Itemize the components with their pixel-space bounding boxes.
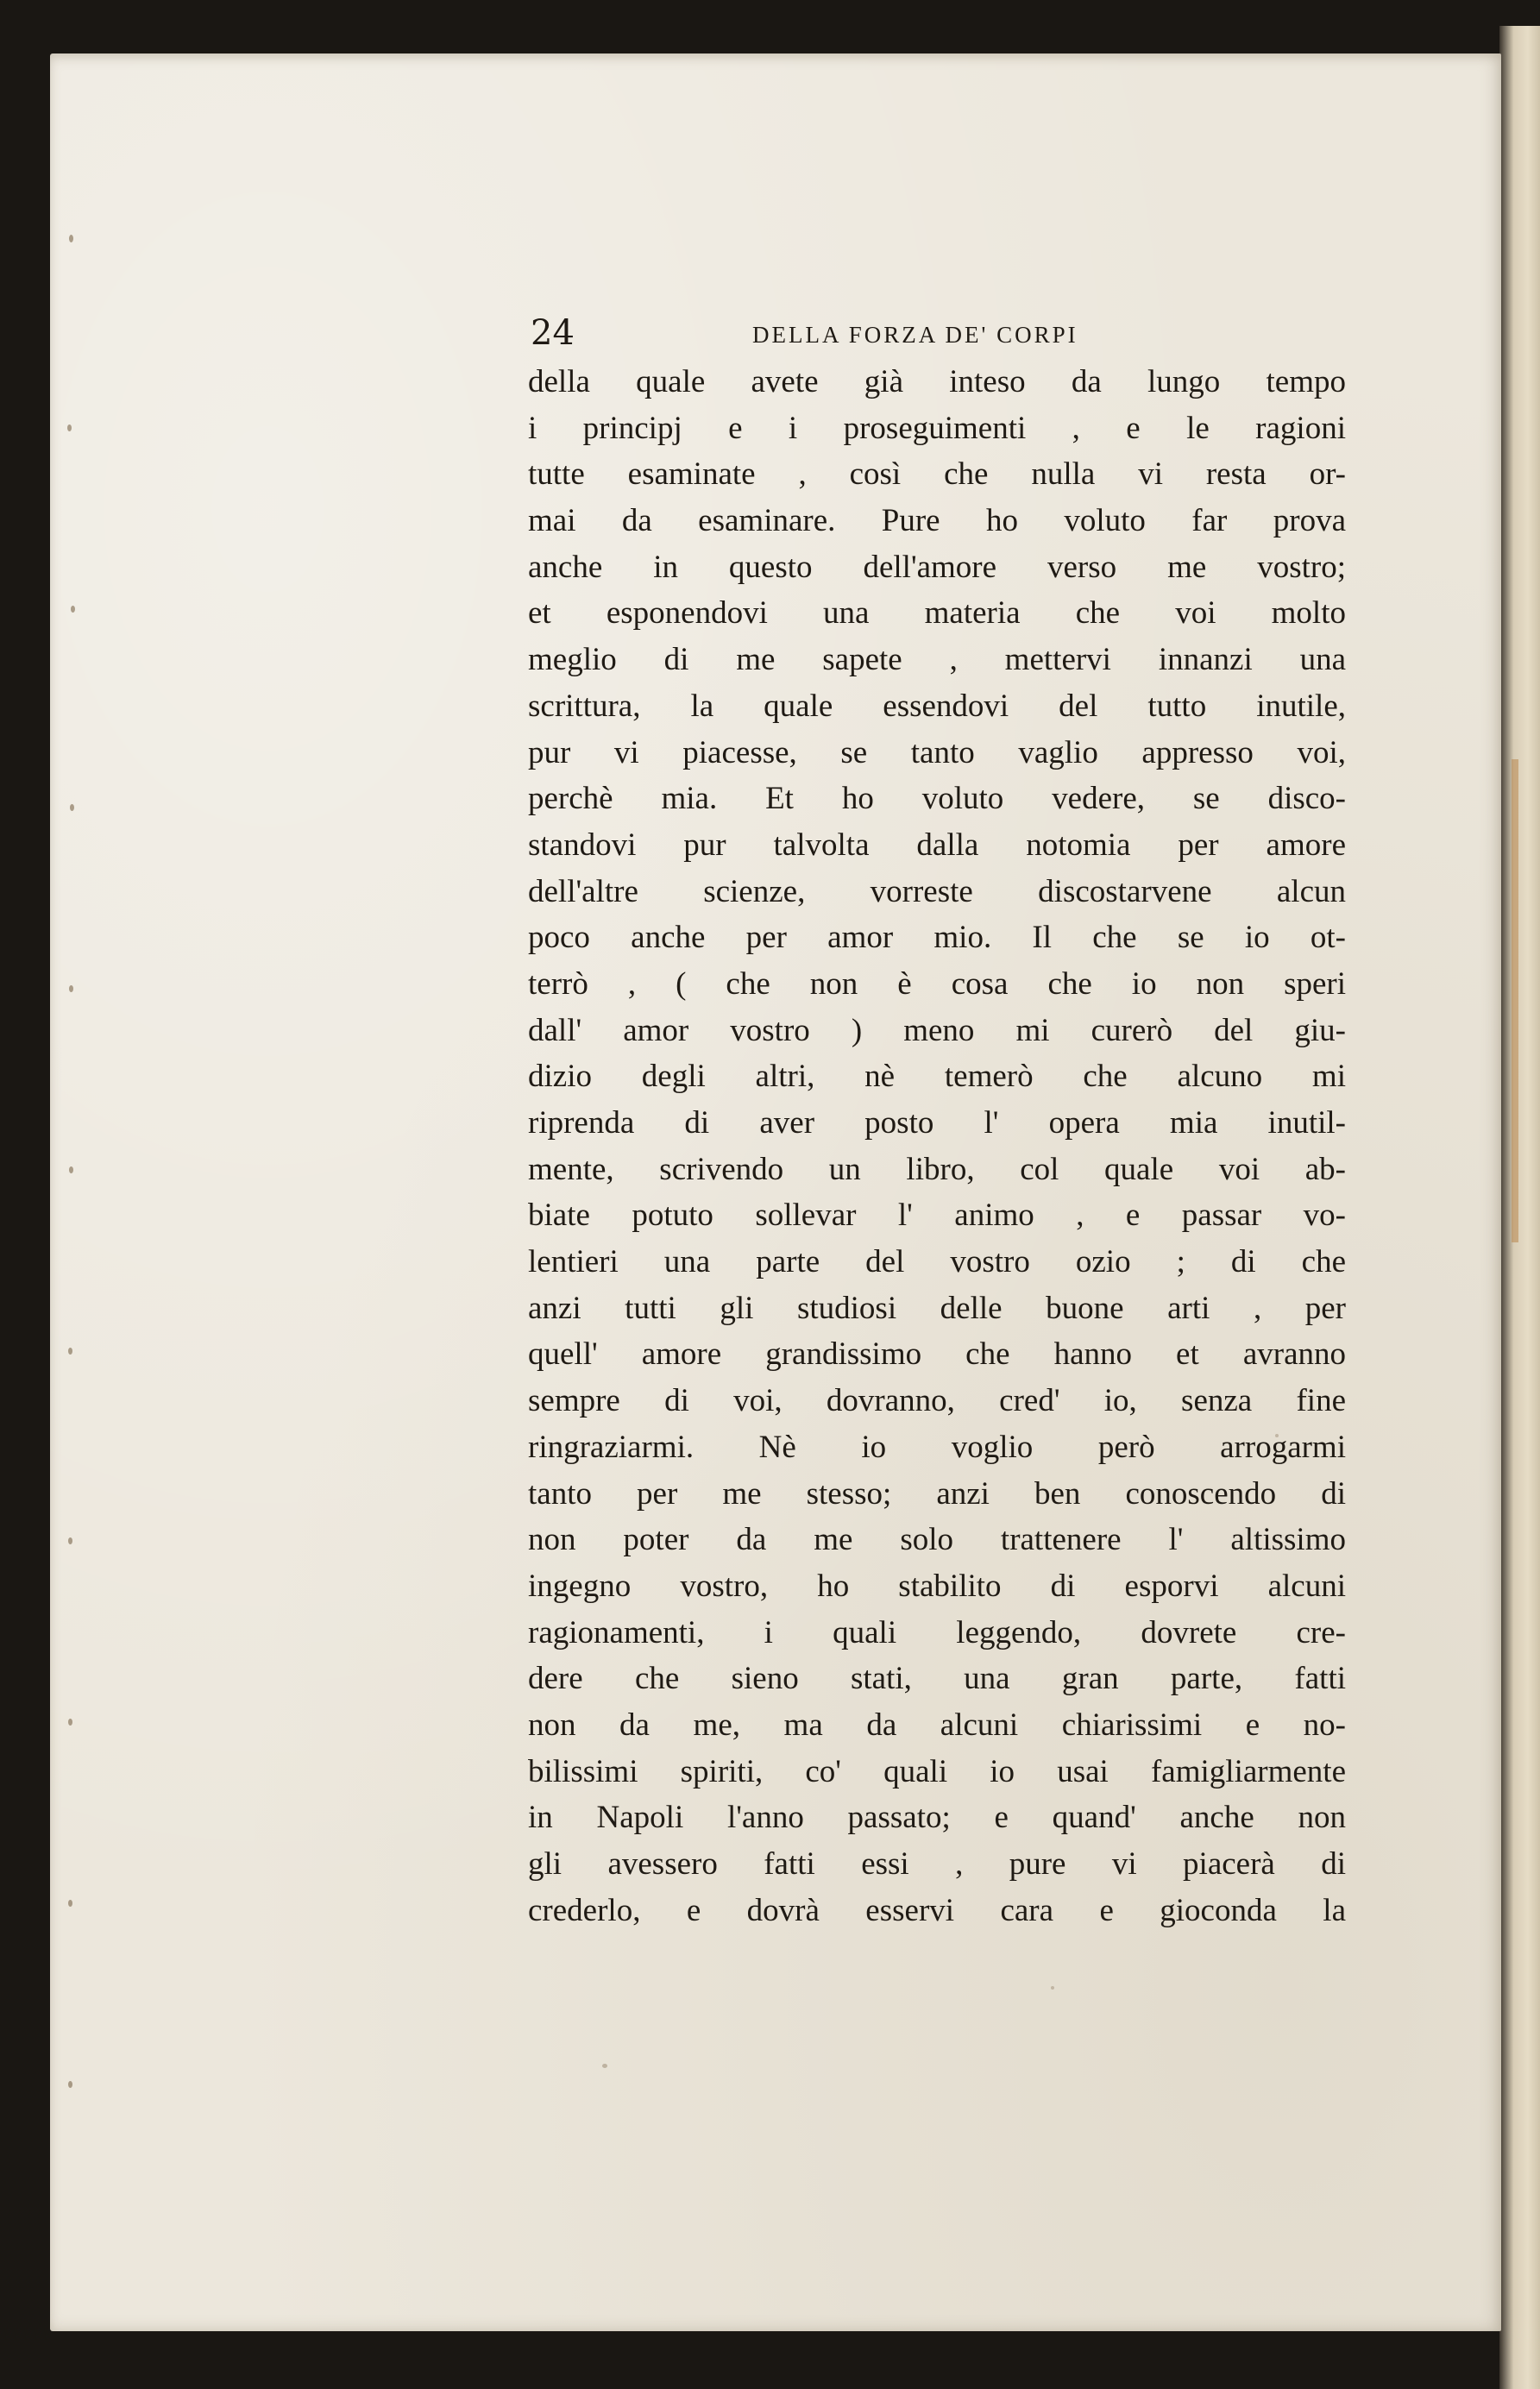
text-line: tanto per me stesso; anzi ben conoscendo di — [528, 1475, 1346, 1512]
text-line: standovi pur talvolta dalla notomia per amore — [528, 827, 1346, 863]
paper-fleck — [69, 1166, 73, 1173]
text-line: gli avessero fatti essi , pure vi piacerà di — [528, 1846, 1346, 1882]
text-line: della quale avete già inteso da lungo tempo — [528, 364, 1346, 399]
text-line: ingegno vostro, ho stabilito di esporvi alcuni — [528, 1568, 1346, 1604]
text-line: ringraziarmi. Nè io voglio però arrogarmi — [528, 1429, 1346, 1465]
paper-fleck — [1051, 1986, 1054, 1990]
text-line: bilissimi spiriti, co' quali io usai famigliarmente — [528, 1753, 1346, 1789]
paper-fleck — [69, 985, 73, 992]
paper-fleck — [602, 2064, 607, 2068]
text-line: anzi tutti gli studiosi delle buone arti , per — [528, 1290, 1346, 1326]
text-line: scrittura, la quale essendovi del tutto inutile, — [528, 688, 1346, 724]
facing-page-edge — [1499, 26, 1540, 2389]
text-line: riprenda di aver posto l' opera mia inutil- — [528, 1105, 1346, 1141]
text-line: dizio degli altri, nè temerò che alcuno mi — [528, 1059, 1346, 1095]
paper-fleck — [68, 1719, 72, 1726]
text-line: lentieri una parte del vostro ozio ; di che — [528, 1244, 1346, 1280]
paper-fleck — [68, 1348, 72, 1355]
paper-fleck — [69, 235, 73, 242]
text-block — [528, 312, 1346, 1933]
text-line: et esponendovi una materia che voi molto — [528, 595, 1346, 632]
page-number: 24 — [531, 313, 575, 353]
running-head: DELLA FORZA DE' CORPI — [752, 322, 1078, 348]
text-line: terrò , ( che non è cosa che io non speri — [528, 965, 1346, 1002]
paper-fleck — [71, 606, 75, 613]
text-line: meglio di me sapete , mettervi innanzi una — [528, 642, 1346, 678]
text-line: non poter da me solo trattenere l' altissimo — [528, 1522, 1346, 1558]
text-line: pur vi piacesse, se tanto vaglio appresso voi, — [528, 734, 1346, 770]
text-line: dall' amor vostro ) meno mi curerò del giu- — [528, 1012, 1346, 1048]
paper-fleck — [67, 424, 72, 431]
text-line: quell' amore grandissimo che hanno et avranno — [528, 1336, 1346, 1373]
facing-page-stain — [1512, 759, 1518, 1242]
text-line: i principj e i proseguimenti , e le ragioni — [528, 410, 1346, 446]
text-line: non da me, ma da alcuni chiarissimi e no- — [528, 1707, 1346, 1743]
text-line: mai da esaminare. Pure ho voluto far prova — [528, 503, 1346, 539]
page-header — [528, 312, 1346, 354]
text-line: biate potuto sollevar l' animo , e passar vo- — [528, 1198, 1346, 1234]
text-line: ragionamenti, i quali leggendo, dovrete cre- — [528, 1614, 1346, 1650]
paper-fleck — [70, 804, 74, 811]
paper-fleck — [68, 1900, 72, 1907]
text-line: mente, scrivendo un libro, col quale voi ab- — [528, 1151, 1346, 1187]
text-line: crederlo, e dovrà esservi cara e gioconda la — [528, 1892, 1346, 1928]
paper-fleck — [68, 1537, 72, 1544]
text-line: in Napoli l'anno passato; e quand' anche non — [528, 1800, 1346, 1836]
text-line: anche in questo dell'amore verso me vostro; — [528, 549, 1346, 585]
text-line: sempre di voi, dovranno, cred' io, senza fine — [528, 1383, 1346, 1419]
text-line: tutte esaminate , così che nulla vi resta or- — [528, 456, 1346, 493]
text-line: dell'altre scienze, vorreste discostarvene alcun — [528, 873, 1346, 909]
text-line: poco anche per amor mio. Il che se io ot- — [528, 920, 1346, 956]
paper-fleck — [68, 2081, 72, 2088]
text-line: dere che sieno stati, una gran parte, fatti — [528, 1661, 1346, 1697]
text-line: perchè mia. Et ho voluto vedere, se disco- — [528, 781, 1346, 817]
